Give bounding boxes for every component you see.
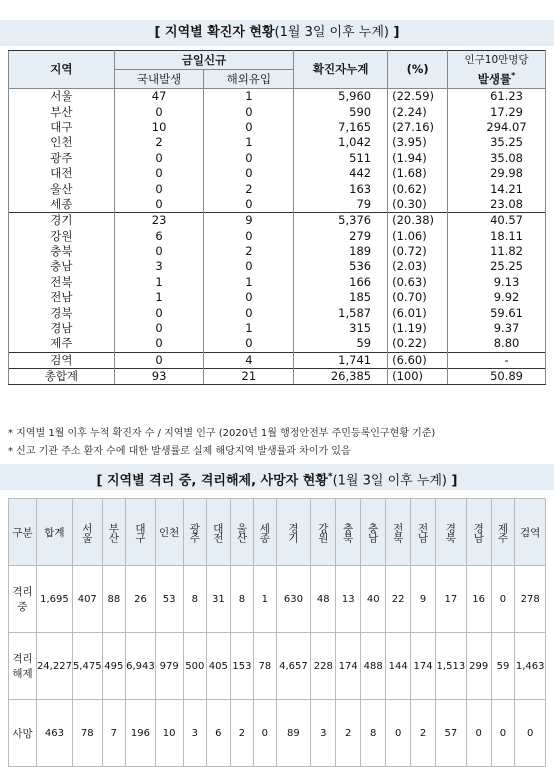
cell-rate: 29.98	[448, 166, 546, 181]
cell-domestic: 0	[114, 151, 204, 166]
row-label: 격리해제	[9, 633, 37, 700]
cell-percent: (0.30)	[388, 197, 448, 213]
cell-imported: 0	[204, 166, 294, 181]
cell-region: 검역	[9, 352, 115, 368]
table-row	[9, 213, 546, 229]
cell-value: 5,475	[72, 633, 102, 700]
col-header: 세종	[254, 499, 276, 566]
cell-rate: 9.37	[448, 321, 546, 336]
table-row	[9, 321, 546, 336]
table-row	[9, 369, 546, 385]
cell-region: 인천	[9, 135, 115, 150]
cell-domestic: 1	[114, 290, 204, 305]
cell-value: 4,657	[276, 633, 311, 700]
header-rate-line2: 발생률	[477, 71, 512, 86]
table-row	[9, 352, 546, 368]
cell-region: 경기	[9, 213, 115, 229]
cell-cumulative: 511	[294, 151, 388, 166]
cell-value: 24,227	[36, 633, 72, 700]
cell-value: 495	[102, 633, 126, 700]
cell-value: 630	[276, 566, 311, 633]
col-header: 전북	[386, 499, 411, 566]
cell-percent: (0.70)	[388, 290, 448, 305]
cell-percent: (6.60)	[388, 352, 448, 368]
cell-cumulative: 442	[294, 166, 388, 181]
col-header: 경기	[276, 499, 311, 566]
col-header: 울산	[230, 499, 254, 566]
cell-imported: 2	[204, 181, 294, 196]
cell-region: 전북	[9, 275, 115, 290]
cell-cumulative: 59	[294, 336, 388, 352]
footnote-1: * 지역별 1월 이후 누적 확진자 수 / 지역별 인구 (2020년 1월 행정안전부 주민등록인구현황 기준)	[8, 428, 436, 439]
cell-value: 0	[386, 700, 411, 767]
cell-value: 407	[72, 566, 102, 633]
table-row	[9, 104, 546, 119]
cell-imported: 1	[204, 135, 294, 150]
cell-cumulative: 163	[294, 181, 388, 196]
cell-imported: 0	[204, 290, 294, 305]
cell-cumulative: 185	[294, 290, 388, 305]
cell-value: 278	[515, 566, 546, 633]
cell-imported: 0	[204, 151, 294, 166]
cell-imported: 0	[204, 336, 294, 352]
cell-imported: 0	[204, 229, 294, 244]
isolation-header-row	[9, 499, 546, 566]
cell-value: 57	[436, 700, 467, 767]
section1-title	[0, 20, 554, 46]
table-row	[9, 275, 546, 290]
col-header: 충북	[336, 499, 361, 566]
cell-region: 충남	[9, 259, 115, 274]
col-header: 서울	[72, 499, 102, 566]
cell-region: 강원	[9, 229, 115, 244]
cell-imported: 0	[204, 259, 294, 274]
cell-value: 174	[336, 633, 361, 700]
cell-imported: 1	[204, 89, 294, 105]
cell-rate: 25.25	[448, 259, 546, 274]
cell-region: 경북	[9, 305, 115, 320]
cell-value: 2	[230, 700, 254, 767]
cell-value: 10	[155, 700, 183, 767]
cell-region: 총합계	[9, 369, 115, 385]
cell-domestic: 6	[114, 229, 204, 244]
cell-rate: 14.21	[448, 181, 546, 196]
col-header: 검역	[515, 499, 546, 566]
cell-value: 0	[515, 700, 546, 767]
col-header: 충남	[361, 499, 386, 566]
header-imported: 해외유입	[204, 70, 294, 89]
cell-region: 제주	[9, 336, 115, 352]
cell-region: 대전	[9, 166, 115, 181]
cell-percent: (6.01)	[388, 305, 448, 320]
cell-domestic: 23	[114, 213, 204, 229]
header-today-new: 금일신규	[114, 51, 294, 70]
cell-domestic: 0	[114, 336, 204, 352]
table-row	[9, 89, 546, 105]
cell-percent: (3.95)	[388, 135, 448, 150]
cell-value: 22	[386, 566, 411, 633]
header-rate	[448, 51, 546, 89]
section1-title-end: ]	[388, 25, 400, 40]
cell-domestic: 1	[114, 275, 204, 290]
cell-value: 8	[183, 566, 207, 633]
col-header: 대구	[126, 499, 156, 566]
table-row	[9, 166, 546, 181]
cell-cumulative: 536	[294, 259, 388, 274]
cell-rate: 9.92	[448, 290, 546, 305]
isolation-status-table	[8, 498, 546, 767]
cell-imported: 1	[204, 321, 294, 336]
cell-value: 144	[386, 633, 411, 700]
cell-value: 17	[436, 566, 467, 633]
cell-domestic: 0	[114, 197, 204, 213]
cell-cumulative: 5,960	[294, 89, 388, 105]
cell-region: 서울	[9, 89, 115, 105]
cell-value: 196	[126, 700, 156, 767]
cell-rate: 18.11	[448, 229, 546, 244]
col-header: 강원	[311, 499, 336, 566]
cell-value: 0	[466, 700, 491, 767]
cell-percent: (0.22)	[388, 336, 448, 352]
cell-value: 7	[102, 700, 126, 767]
cell-rate: 40.57	[448, 213, 546, 229]
cell-value: 500	[183, 633, 207, 700]
table-row	[9, 336, 546, 352]
header-cumulative: 확진자누계	[294, 51, 388, 89]
section2-title-main: [ 지역별 격리 중, 격리해제, 사망자 현황	[96, 473, 328, 489]
cell-region: 부산	[9, 104, 115, 119]
header-percent: (%)	[388, 51, 448, 89]
isolation-body	[9, 566, 546, 767]
cell-percent: (0.72)	[388, 244, 448, 259]
cell-region: 경남	[9, 321, 115, 336]
row-label: 사망	[9, 700, 37, 767]
cell-region: 대구	[9, 120, 115, 135]
cell-cumulative: 1,587	[294, 305, 388, 320]
table-row	[9, 700, 546, 767]
cell-value: 405	[207, 633, 231, 700]
table-row	[9, 120, 546, 135]
cell-percent: (100)	[388, 369, 448, 385]
cell-value: 0	[254, 700, 276, 767]
cell-domestic: 0	[114, 181, 204, 196]
table-row	[9, 181, 546, 196]
cell-percent: (1.06)	[388, 229, 448, 244]
cell-value: 89	[276, 700, 311, 767]
cell-value: 488	[361, 633, 386, 700]
cell-value: 53	[155, 566, 183, 633]
cell-value: 78	[72, 700, 102, 767]
cell-cumulative: 590	[294, 104, 388, 119]
cell-value: 1	[254, 566, 276, 633]
regional-cases-body	[9, 89, 546, 385]
col-header: 부산	[102, 499, 126, 566]
cell-value: 6	[207, 700, 231, 767]
cell-cumulative: 315	[294, 321, 388, 336]
cell-value: 1,513	[436, 633, 467, 700]
cell-value: 463	[36, 700, 72, 767]
cell-imported: 0	[204, 305, 294, 320]
cell-percent: (27.16)	[388, 120, 448, 135]
cell-domestic: 0	[114, 321, 204, 336]
cell-value: 0	[491, 700, 515, 767]
cell-domestic: 3	[114, 259, 204, 274]
cell-imported: 9	[204, 213, 294, 229]
table-row	[9, 633, 546, 700]
cell-value: 979	[155, 633, 183, 700]
cell-rate: 9.13	[448, 275, 546, 290]
table-row	[9, 566, 546, 633]
header-rate-mark: *	[511, 71, 516, 81]
cell-value: 153	[230, 633, 254, 700]
cell-percent: (1.68)	[388, 166, 448, 181]
section1-title-sub: (1월 3일 이후 누계)	[274, 25, 389, 40]
cell-cumulative: 79	[294, 197, 388, 213]
cell-percent: (2.24)	[388, 104, 448, 119]
cell-rate: 35.08	[448, 151, 546, 166]
cell-region: 울산	[9, 181, 115, 196]
cell-value: 59	[491, 633, 515, 700]
cell-rate: 59.61	[448, 305, 546, 320]
cell-value: 26	[126, 566, 156, 633]
cell-value: 6,943	[126, 633, 156, 700]
cell-domestic: 0	[114, 244, 204, 259]
cell-percent: (2.03)	[388, 259, 448, 274]
header-rate-line1: 인구10만명당	[464, 54, 529, 67]
table-row	[9, 259, 546, 274]
col-header: 구분	[9, 499, 37, 566]
cell-rate: -	[448, 352, 546, 368]
cell-cumulative: 7,165	[294, 120, 388, 135]
cell-region: 세종	[9, 197, 115, 213]
col-header: 인천	[155, 499, 183, 566]
cell-imported: 0	[204, 120, 294, 135]
table-row	[9, 151, 546, 166]
cell-cumulative: 5,376	[294, 213, 388, 229]
cell-value: 40	[361, 566, 386, 633]
cell-imported: 2	[204, 244, 294, 259]
cell-cumulative: 1,042	[294, 135, 388, 150]
cell-percent: (0.62)	[388, 181, 448, 196]
cell-percent: (1.94)	[388, 151, 448, 166]
cell-rate: 61.23	[448, 89, 546, 105]
cell-imported: 0	[204, 197, 294, 213]
header-region: 지역	[9, 51, 115, 89]
cell-percent: (22.59)	[388, 89, 448, 105]
cell-domestic: 93	[114, 369, 204, 385]
cell-cumulative: 26,385	[294, 369, 388, 385]
cell-rate: 35.25	[448, 135, 546, 150]
cell-rate: 11.82	[448, 244, 546, 259]
col-header: 합계	[36, 499, 72, 566]
table-row	[9, 135, 546, 150]
table-row	[9, 229, 546, 244]
section2-title-mark: *	[327, 472, 333, 482]
cell-value: 3	[183, 700, 207, 767]
section2-title-sub: (1월 3일 이후 누계)	[332, 473, 448, 489]
cell-domestic: 0	[114, 104, 204, 119]
col-header: 광주	[183, 499, 207, 566]
cell-value: 0	[491, 566, 515, 633]
cell-value: 8	[230, 566, 254, 633]
cell-percent: (0.63)	[388, 275, 448, 290]
cell-value: 16	[466, 566, 491, 633]
cell-value: 13	[336, 566, 361, 633]
cell-cumulative: 189	[294, 244, 388, 259]
cell-value: 88	[102, 566, 126, 633]
cell-cumulative: 166	[294, 275, 388, 290]
cell-domestic: 10	[114, 120, 204, 135]
cell-rate: 50.89	[448, 369, 546, 385]
cell-value: 78	[254, 633, 276, 700]
regional-cases-table	[8, 50, 546, 385]
cell-domestic: 2	[114, 135, 204, 150]
cell-domestic: 0	[114, 305, 204, 320]
cell-value: 31	[207, 566, 231, 633]
cell-region: 전남	[9, 290, 115, 305]
cell-cumulative: 279	[294, 229, 388, 244]
cell-domestic: 0	[114, 352, 204, 368]
table-row	[9, 197, 546, 213]
header-domestic: 국내발생	[114, 70, 204, 89]
col-header: 전남	[411, 499, 436, 566]
col-header: 대전	[207, 499, 231, 566]
section2-title-end: ]	[447, 473, 458, 489]
header-rate-line2-wrap	[448, 68, 545, 87]
cell-region: 광주	[9, 151, 115, 166]
cell-imported: 21	[204, 369, 294, 385]
cell-value: 8	[361, 700, 386, 767]
table-row	[9, 290, 546, 305]
cell-rate: 294.07	[448, 120, 546, 135]
cell-domestic: 47	[114, 89, 204, 105]
cell-cumulative: 1,741	[294, 352, 388, 368]
cell-value: 299	[466, 633, 491, 700]
cell-value: 1,695	[36, 566, 72, 633]
cell-value: 2	[336, 700, 361, 767]
table-row	[9, 305, 546, 320]
footnote-2: * 신고 기관 주소 환자 수에 대한 발생률로 실제 해당지역 발생률과 차이가 있음	[8, 446, 351, 457]
cell-rate: 17.29	[448, 104, 546, 119]
section1-title-main: [ 지역별 확진자 현황	[154, 25, 275, 40]
cell-imported: 1	[204, 275, 294, 290]
cell-value: 48	[311, 566, 336, 633]
cell-region: 충북	[9, 244, 115, 259]
table-row	[9, 244, 546, 259]
cell-rate: 23.08	[448, 197, 546, 213]
row-label: 격리 중	[9, 566, 37, 633]
cell-rate: 8.80	[448, 336, 546, 352]
section2-title	[0, 464, 554, 490]
col-header: 경북	[436, 499, 467, 566]
cell-domestic: 0	[114, 166, 204, 181]
cell-percent: (20.38)	[388, 213, 448, 229]
cell-imported: 0	[204, 104, 294, 119]
cell-value: 3	[311, 700, 336, 767]
cell-value: 174	[411, 633, 436, 700]
cell-percent: (1.19)	[388, 321, 448, 336]
col-header: 제주	[491, 499, 515, 566]
cell-imported: 4	[204, 352, 294, 368]
cell-value: 2	[411, 700, 436, 767]
col-header: 경남	[466, 499, 491, 566]
cell-value: 1,463	[515, 633, 546, 700]
cell-value: 228	[311, 633, 336, 700]
cell-value: 9	[411, 566, 436, 633]
